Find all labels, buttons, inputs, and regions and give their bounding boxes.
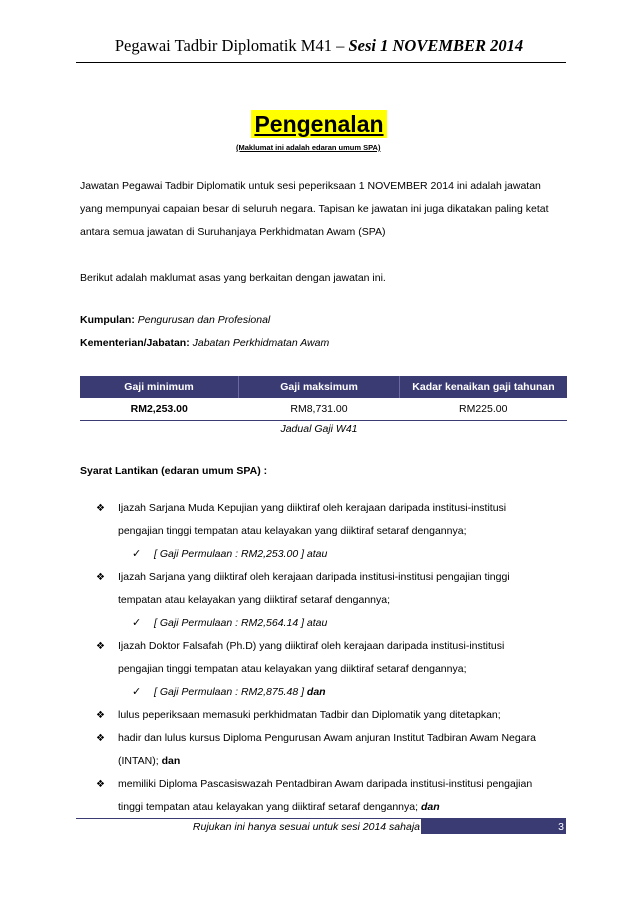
- diamond-bullet-icon: ❖: [96, 710, 105, 721]
- conjunction: dan: [161, 755, 181, 767]
- list-subitem: [96, 612, 571, 635]
- list-subitem: [96, 681, 571, 704]
- salary-note: [ Gaji Permulaan : RM2,564.14 ] atau: [154, 617, 328, 629]
- page-subtitle: (Maklumat ini adalah edaran umum SPA): [236, 143, 381, 152]
- diamond-bullet-icon: ❖: [96, 733, 105, 744]
- requirement-line: Ijazah Sarjana Muda Kepujian yang diiktiraf oleh kerajaan daripada institusi-institusi: [118, 502, 507, 514]
- kumpulan-value: Pengurusan dan Profesional: [137, 314, 271, 326]
- cell-increment: RM225.00: [400, 398, 568, 421]
- kumpulan-line: [80, 309, 570, 332]
- intro-line: Jawatan Pegawai Tadbir Diplomatik untuk sesi peperiksaan 1 NOVEMBER 2014 ini adalah jawatan: [80, 180, 541, 192]
- header-rule: [76, 62, 566, 63]
- col-header-max: Gaji maksimum: [239, 376, 400, 398]
- kementerian-value: Jabatan Perkhidmatan Awam: [192, 337, 330, 349]
- table-caption: Jadual Gaji W41: [280, 423, 358, 435]
- info-line: Berikut adalah maklumat asas yang berkaitan dengan jawatan ini.: [80, 272, 386, 284]
- requirement-line: pengajian tinggi tempatan atau kelayakan yang diiktiraf setaraf dengannya;: [118, 663, 467, 675]
- list-item: [96, 704, 571, 727]
- cell-min: RM2,253.00: [80, 398, 239, 421]
- requirement-line: [118, 796, 571, 819]
- table-row: [80, 398, 567, 421]
- requirement-line: tempatan atau kelayakan yang diiktiraf setaraf dengannya;: [118, 594, 391, 606]
- requirement-line: lulus peperiksaan memasuki perkhidmatan Tadbir dan Diplomatik yang ditetapkan;: [118, 709, 501, 721]
- page-number: 3: [558, 821, 564, 833]
- list-item: [96, 497, 571, 543]
- kementerian-line: [80, 332, 570, 355]
- salary-note: [ Gaji Permulaan : RM2,253.00 ] atau: [154, 548, 328, 560]
- kumpulan-label: Kumpulan:: [80, 314, 135, 326]
- salary-table-header: [80, 376, 567, 398]
- requirement-line: Ijazah Sarjana yang diiktiraf oleh kerajaan daripada institusi-institusi pengajian tinggi: [118, 571, 510, 583]
- list-item: [96, 727, 571, 773]
- checkmark-icon: ✓: [132, 617, 142, 629]
- header-session: Sesi 1 NOVEMBER 2014: [348, 36, 524, 55]
- conjunction: dan: [306, 686, 326, 698]
- footer-note: Rujukan ini hanya sesuai untuk sesi 2014 sahaja: [192, 821, 420, 833]
- header-title: Pegawai Tadbir Diplomatik M41 –: [114, 36, 349, 55]
- list-item: [96, 773, 571, 819]
- intro-line: antara semua jawatan di Suruhanjaya Perkhidmatan Awam (SPA): [80, 226, 386, 238]
- kementerian-label: Kementerian/Jabatan:: [80, 337, 190, 349]
- cell-max: RM8,731.00: [239, 398, 400, 421]
- salary-note: [ Gaji Permulaan : RM2,875.48 ]: [154, 686, 307, 698]
- page-title: Pengenalan: [251, 110, 386, 138]
- list-item: [96, 635, 571, 681]
- page-header: [0, 36, 638, 56]
- col-header-min: Gaji minimum: [80, 376, 239, 398]
- requirement-text: (INTAN);: [118, 755, 162, 767]
- diamond-bullet-icon: ❖: [96, 572, 105, 583]
- intro-paragraph: [80, 175, 570, 244]
- list-item: [96, 566, 571, 612]
- salary-table: [80, 376, 567, 421]
- syarat-heading: Syarat Lantikan (edaran umum SPA) :: [80, 465, 268, 477]
- requirement-text: tinggi tempatan atau kelayakan yang diiktiraf setaraf dengannya;: [118, 801, 421, 813]
- diamond-bullet-icon: ❖: [96, 503, 105, 514]
- requirement-line: memiliki Diploma Pascasiswazah Pentadbiran Awam daripada institusi-institusi pengajian: [118, 778, 533, 790]
- list-subitem: [96, 543, 571, 566]
- requirements-list: [96, 497, 571, 819]
- checkmark-icon: ✓: [132, 548, 142, 560]
- requirement-line: pengajian tinggi tempatan atau kelayakan yang diiktiraf setaraf dengannya;: [118, 525, 467, 537]
- col-header-increment: Kadar kenaikan gaji tahunan: [400, 376, 568, 398]
- checkmark-icon: ✓: [132, 686, 142, 698]
- subtitle-block: [236, 137, 380, 155]
- intro-line: yang mempunyai capaian besar di seluruh negara. Tapisan ke jawatan ini juga dikatakan paling ketat: [80, 203, 549, 215]
- diamond-bullet-icon: ❖: [96, 779, 105, 790]
- requirement-line: Ijazah Doktor Falsafah (Ph.D) yang diiktiraf oleh kerajaan daripada institusi-institusi: [118, 640, 505, 652]
- requirement-line: [118, 750, 571, 773]
- title-block: [0, 110, 638, 138]
- conjunction: dan: [420, 801, 440, 813]
- diamond-bullet-icon: ❖: [96, 641, 105, 652]
- requirement-line: hadir dan lulus kursus Diploma Pengurusan Awam anjuran Institut Tadbiran Awam Negara: [118, 732, 536, 744]
